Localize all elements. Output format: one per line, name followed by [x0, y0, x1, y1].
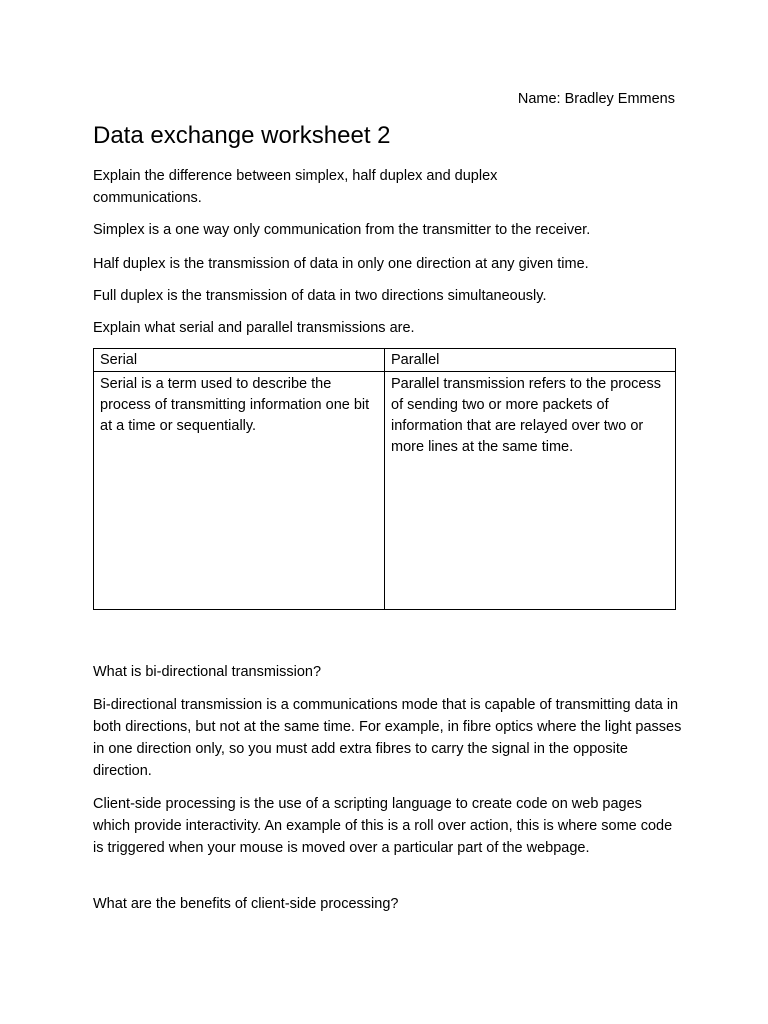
- table-header-row: [94, 349, 676, 372]
- answer-half-duplex: Half duplex is the transmission of data in only one direction at any given time.: [93, 256, 589, 272]
- question-serial-parallel: Explain what serial and parallel transmissions are.: [93, 320, 415, 336]
- answer-simplex: Simplex is a one way only communication from the transmitter to the receiver.: [93, 222, 591, 238]
- table-header-serial: Serial: [94, 349, 385, 372]
- answer-bidirectional: Bi-directional transmission is a communications mode that is capable of transmitting data in both directions, but not at the same time. For example, in fibre optics where the light passes in one direction only, so you must add extra fibres to carry the signal in the opposite direction.: [93, 697, 682, 779]
- table-row: [94, 372, 676, 610]
- table-cell-serial: Serial is a term used to describe the process of transmitting information one bit at a time or sequentially.: [94, 372, 385, 610]
- question-client-side-benefits: What are the benefits of client-side processing?: [93, 896, 399, 912]
- table-cell-parallel: Parallel transmission refers to the process of sending two or more packets of information that are relayed over two or more lines at the same time.: [385, 372, 676, 610]
- page-title: Data exchange worksheet 2: [93, 122, 391, 149]
- question-bidirectional: What is bi-directional transmission?: [93, 664, 322, 680]
- student-name: Name: Bradley Emmens: [517, 91, 675, 107]
- answer-client-side: Client-side processing is the use of a scripting language to create code on web pages which provide interactivity. An example of this is a roll over action, this is where some code is triggered when your mouse is moved over a particular part of the webpage.: [93, 796, 673, 856]
- serial-parallel-table: [93, 348, 676, 610]
- table-header-parallel: Parallel: [385, 349, 676, 372]
- answer-full-duplex: Full duplex is the transmission of data in two directions simultaneously.: [93, 288, 547, 304]
- question-duplex: Explain the difference between simplex, half duplex and duplex communications.: [93, 168, 498, 206]
